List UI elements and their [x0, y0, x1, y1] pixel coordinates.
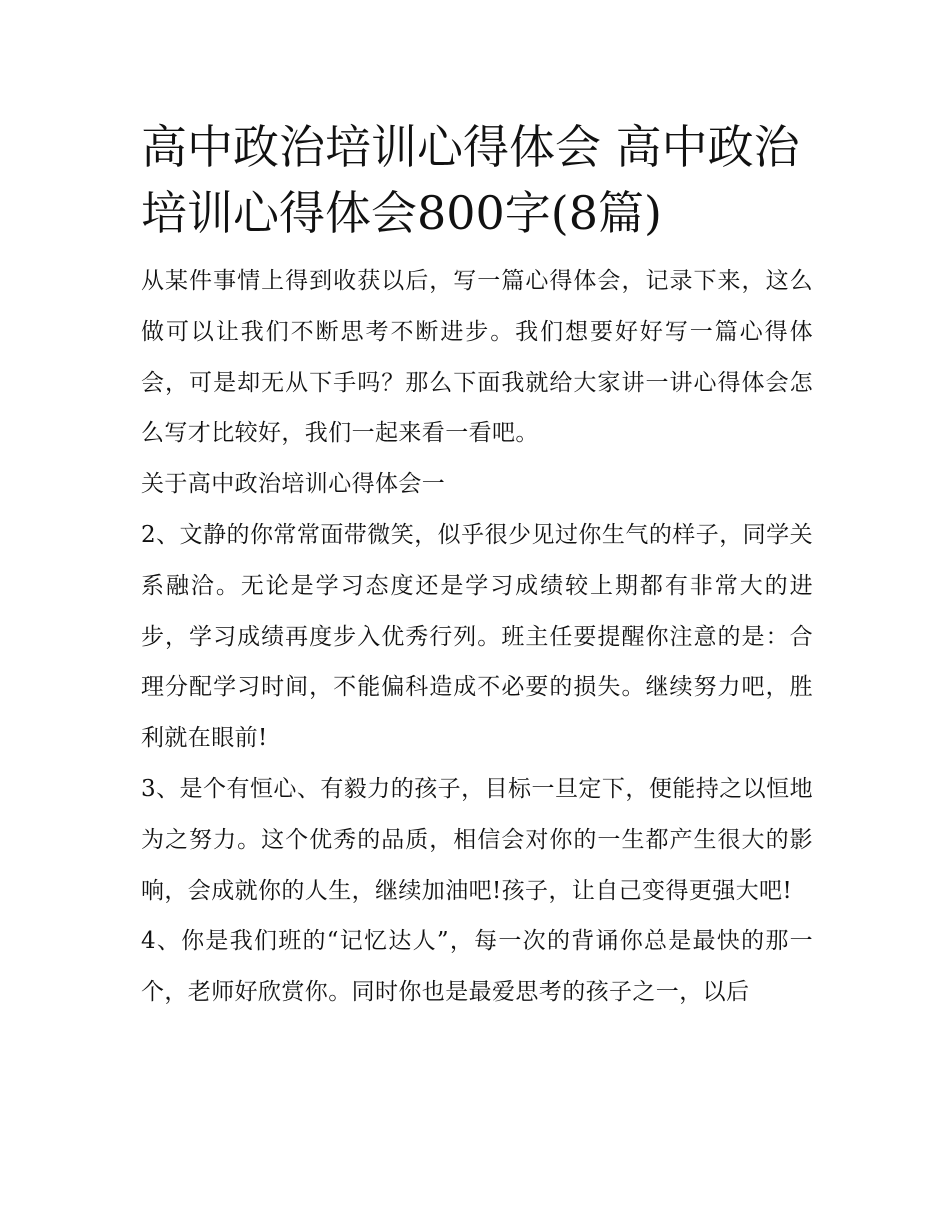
item-paragraph-2: 2、文静的你常常面带微笑，似乎很少见过你生气的样子，同学关系融洽。无论是学习态度还是学习成绩较上期都有非常大的进步，学习成绩再度步入优秀行列。班主任要提醒你注意的是：合理分配学习时间，不能偏科造成不必要的损失。继续努力吧，胜利就在眼前!: [141, 521, 813, 752]
document-body: [141, 114, 813, 1018]
item-paragraph-4: 4、你是我们班的“记忆达人”，每一次的背诵你总是最快的那一个，老师好欣赏你。同时你也是最爱思考的孩子之一，以后: [141, 928, 813, 1006]
section-heading: 关于高中政治培训心得体会一: [141, 471, 446, 498]
document-title: 高中政治培训心得体会 高中政治培训心得体会800字(8篇): [141, 120, 800, 240]
intro-paragraph: 从某件事情上得到收获以后，写一篇心得体会，记录下来，这么做可以让我们不断思考不断进步。我们想要好好写一篇心得体会，可是却无从下手吗？那么下面我就给大家讲一讲心得体会怎么写才比较好，我们一起来看一看吧。: [141, 268, 813, 447]
item-paragraph-3: 3、是个有恒心、有毅力的孩子，目标一旦定下，便能持之以恒地为之努力。这个优秀的品质，相信会对你的一生都产生很大的影响，会成就你的人生，继续加油吧!孩子，让自己变得更强大吧!: [141, 775, 813, 904]
